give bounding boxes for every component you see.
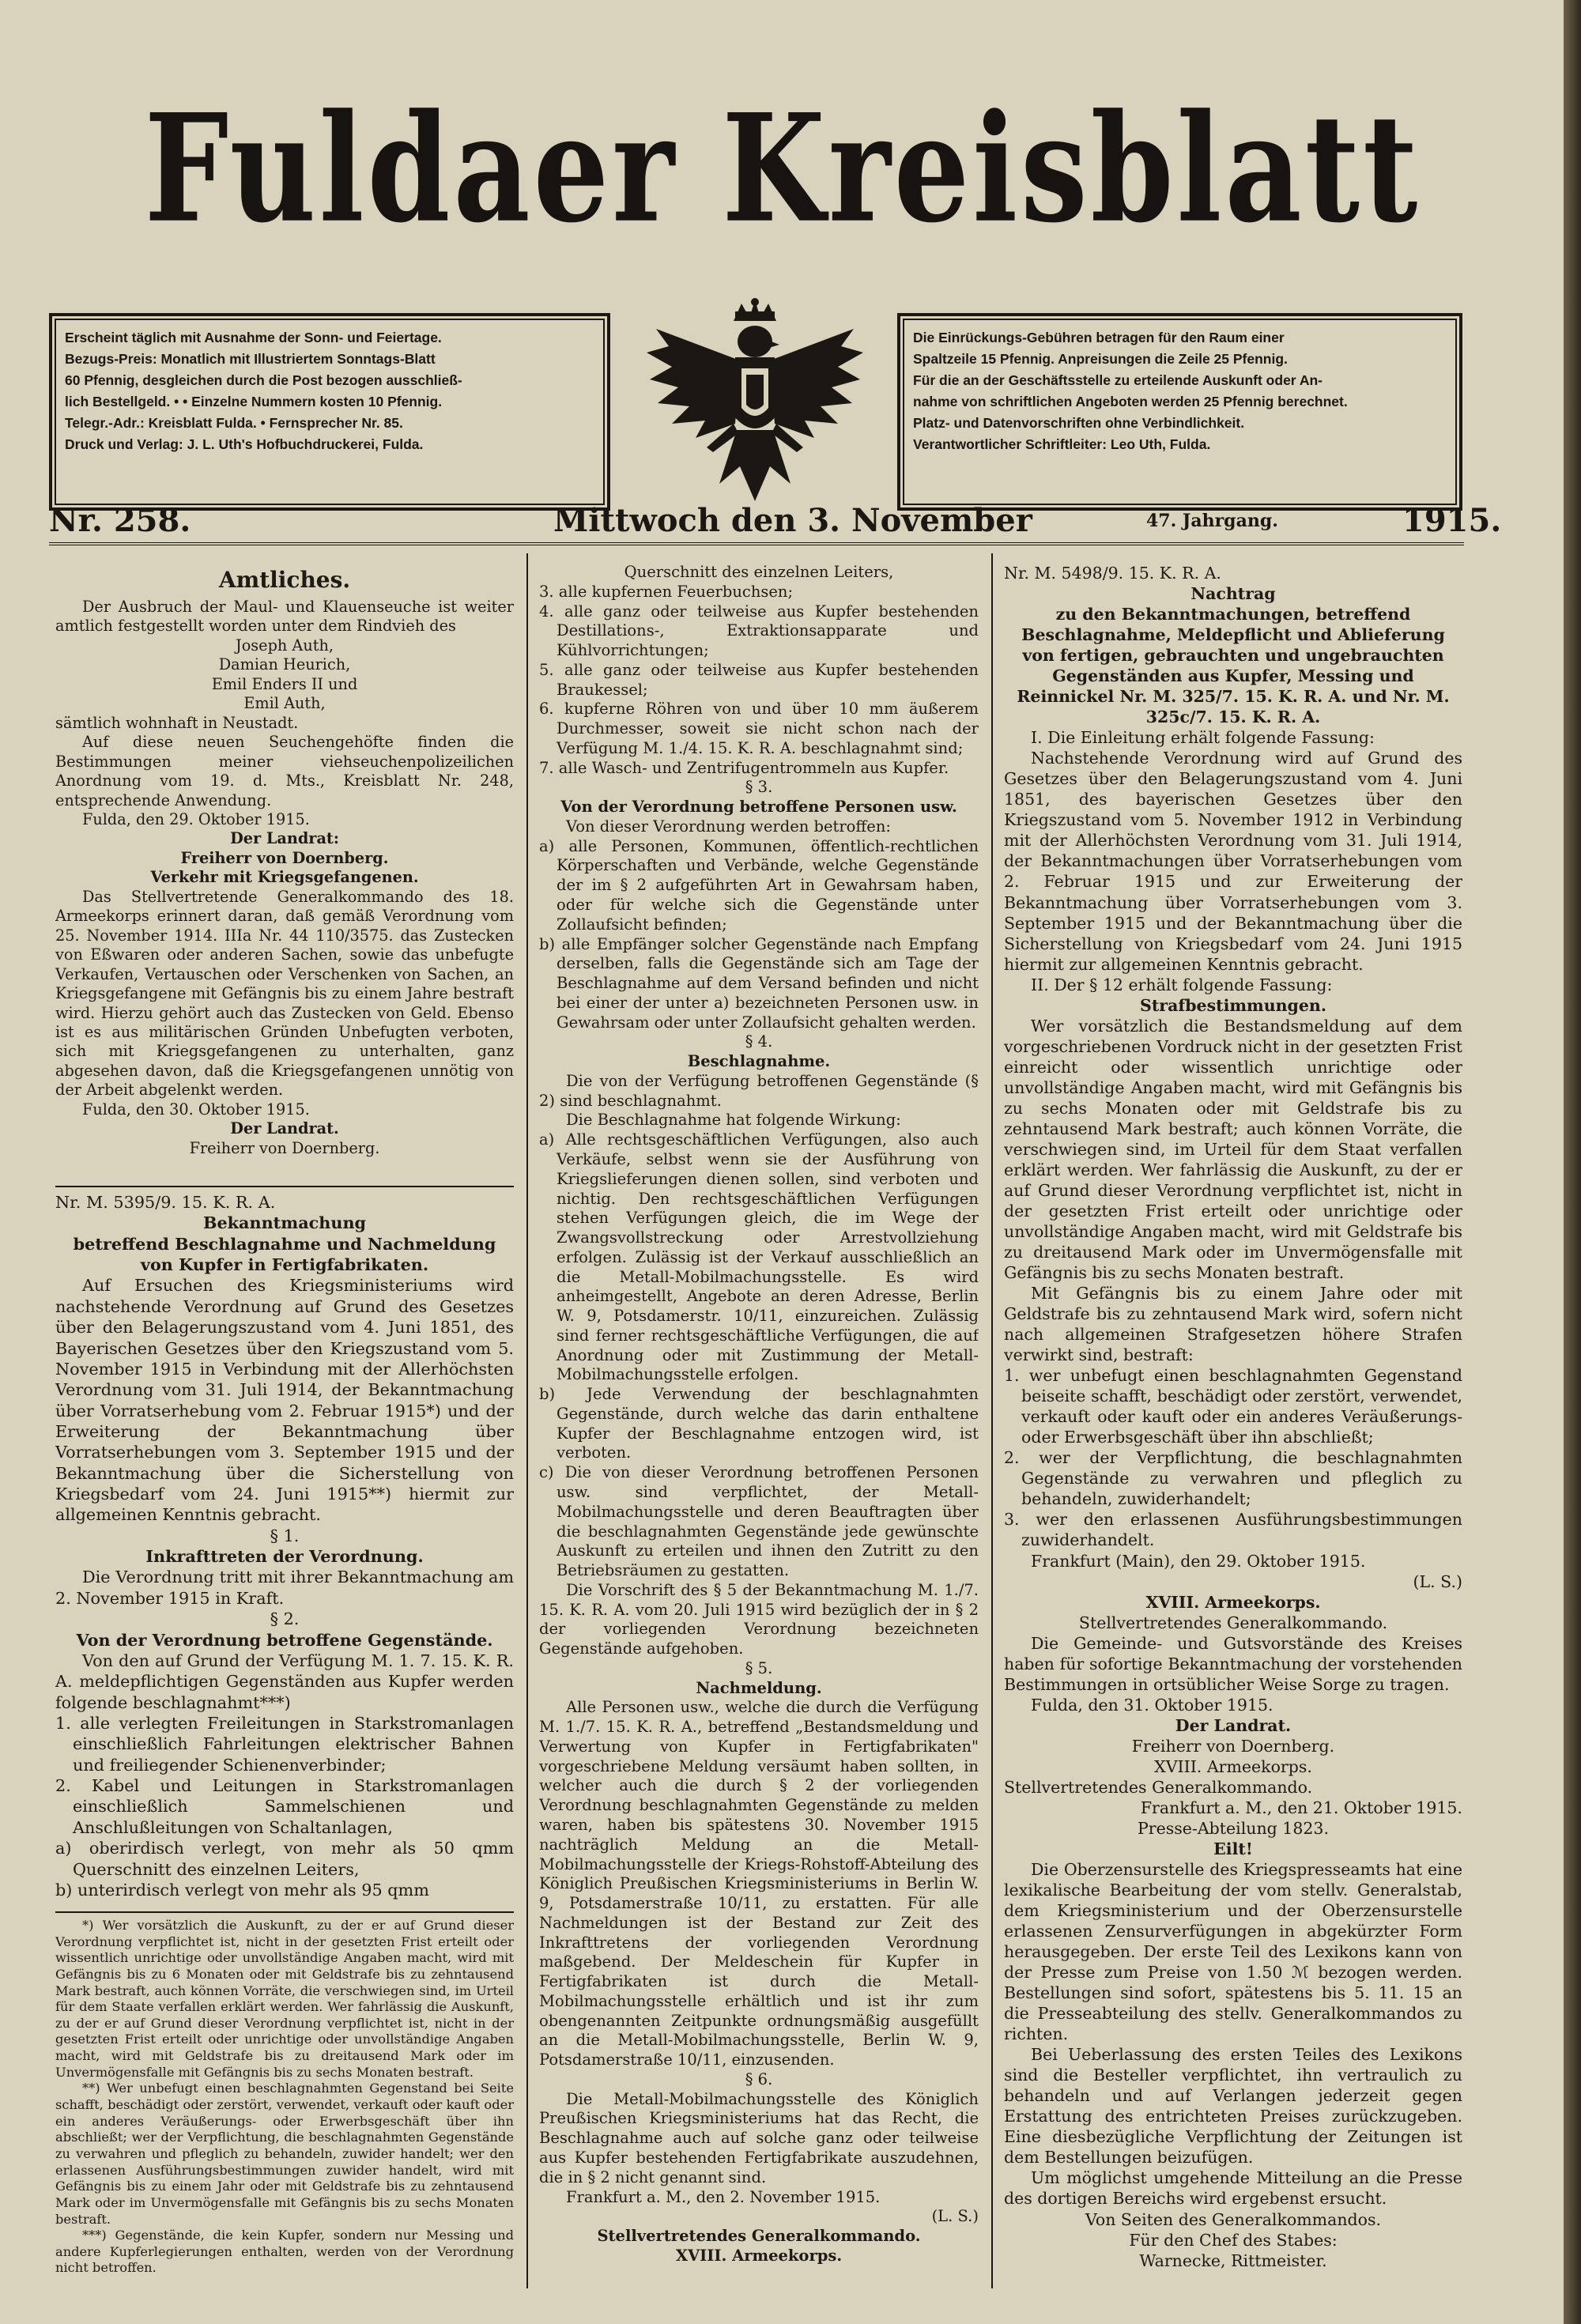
column-1-footnotes: [55, 1918, 514, 2289]
info-line: Telegr.-Adr.: Kreisblatt Fulda. • Fernsprecher Nr. 85.: [65, 415, 403, 431]
list-item: a) Alle rechtsgeschäftlichen Verfügungen, also auch Verkäufe, selbst wenn sie der Ausführung von Kriegslieferungen dienen sollen, sind verboten und nichtig. Den rechtsgeschäftlichen Verfügungen stehen Verfügungen gleich, die im Wege der Zwangsvollstreckung oder Arrestvollziehung erfolgen. Zulässig ist der Verkauf ausschließlich an die Metall-Mobilmachungsstelle. Es wird anheimgestellt, Angebote an deren Adresse, Berlin W. 9, Potsdamerstr. 10/11, einzureichen. Zulässig sind ferner rechtsgeschäftliche Verfügungen, die auf Anordnung oder mit Zustimmung der Metall-Mobilmachungsstelle erfolgen.: [539, 1130, 979, 1384]
heading: Von der Verordnung betroffene Personen usw.: [560, 798, 957, 817]
paragraph: Bei Ueberlassung des ersten Teiles des Lexikons sind die Besteller verpflichtet, ihn vertraulich zu behandeln und auf Verlangen jederzeit gegen Erstattung des entrichteten Preises zurückzugeben. Eine diesbezügliche Verpflichtung der Zeitungen ist dem Bestellungen beizufügen.: [1004, 2045, 1462, 2167]
paragraph: Frankfurt a. M., den 2. November 1915.: [566, 2187, 881, 2206]
paragraph: Der Ausbruch der Maul- und Klauenseuche ist weiter amtlich festgestellt worden unter dem Rindvieh des: [55, 598, 514, 636]
paragraph: Querschnitt des einzelnen Leiters,: [624, 563, 894, 581]
info-line: Die Einrückungs-Gebühren betragen für den Raum einer: [913, 330, 1285, 345]
list-item: 5. alle ganz oder teilweise aus Kupfer bestehenden Braukessel;: [539, 660, 979, 699]
paragraph: I. Die Einleitung erhält folgende Fassung:: [1031, 728, 1375, 748]
paragraph: Auf diese neuen Seuchengehöfte finden die Bestimmungen meiner viehseuchenpolizeilichen Anordnung vom 19. d. Mts., Kreisblatt Nr. 248, entsprechende Anwendung.: [55, 733, 514, 809]
paragraph: Die Gemeinde- und Gutsvorstände des Kreises haben für sofortige Bekanntmachung der vorstehenden Bestimmungen in ortsüblicher Weise Sorge zu tragen.: [1004, 1633, 1462, 1694]
paragraph: Von den auf Grund der Verfügung M. 1. 7. 15. K. R. A. meldepflichtigen Gegenständen aus Kupfer werden folgende beschlagnahmt***): [55, 1651, 514, 1712]
list-item: 2. Kabel und Leitungen in Starkstromanlagen einschließlich Sammelschienen und Anschlußleitungen von Schaltanlagen,: [55, 1776, 514, 1837]
paragraph: Emil Enders II und: [211, 674, 358, 693]
paragraph: ***) Gegenstände, die kein Kupfer, sondern nur Messing und andere Kupferlegierungen enthalten, werden von der Verordnung nicht betroffen.: [55, 2228, 514, 2276]
heading: XVIII. Armeekorps.: [675, 2246, 843, 2265]
info-line: Platz- und Datenvorschriften ohne Verbindlichkeit.: [913, 415, 1245, 431]
info-line: Verantwortlicher Schriftleiter: Leo Uth, Fulda.: [913, 436, 1211, 452]
paragraph: Presse-Abteilung 1823.: [1138, 1818, 1329, 1838]
paragraph: § 3.: [745, 778, 773, 797]
heading: Stellvertretendes Generalkommando.: [597, 2227, 921, 2246]
paragraph: Um möglichst umgehende Mitteilung an die Presse des dortigen Bereichs wird ergebenst ersucht.: [1004, 2168, 1462, 2209]
reference-number: Nr. M. 5395/9. 15. K. R. A.: [55, 1193, 276, 1212]
paragraph: *) Wer vorsätzlich die Auskunft, zu der er auf Grund dieser Verordnung verpflichtet ist, nicht in der gesetzten Frist erteilt oder wissentlich unrichtige oder unvollständige Angaben macht, wird mit Gefängnis bis zu 6 Monaten oder mit Geldstrafe bis zu zehntausend Mark bestraft, auch können Vorräte, die verschwiegen sind, im Urteil für dem Staate verfallen erklärt werden. Wer fahrlässig die Auskunft, zu der er auf Grund dieser Verordnung verpflichtet ist, nicht in der gesetzten Frist erteilt oder unrichtige oder unvollständige Angaben macht, wird mit Geldstrafe bis zu dreitausend Mark oder im Unvermögensfalle mit Gefängnis bis zu sechs Monaten bestraft.: [55, 1918, 514, 2080]
list-item: b) unterirdisch verlegt von mehr als 95 qmm: [55, 1880, 429, 1900]
binding-edge: [1564, 0, 1581, 2324]
section-heading: Amtliches.: [218, 567, 351, 593]
paragraph: sämtlich wohnhaft in Neustadt.: [55, 713, 299, 732]
issue-year: 1915.: [1402, 502, 1502, 539]
paragraph: Von Seiten des Generalkommandos.: [1085, 2209, 1382, 2229]
paragraph: § 2.: [270, 1609, 300, 1629]
info-line: 60 Pfennig, desgleichen durch die Post bezogen ausschließ-: [65, 372, 462, 388]
heading: XVIII. Armeekorps.: [1145, 1592, 1321, 1612]
list-item: 6. kupferne Röhren von und über 10 mm äußerem Durchmesser, soweit sie nicht schon nach der Verfügung M. 1./4. 15. K. R. A. beschlagnahmt sind;: [539, 700, 979, 757]
column-divider: [991, 553, 993, 2288]
heading: Von der Verordnung betroffene Gegenstände.: [76, 1630, 493, 1650]
paragraph: Fulda, den 31. Oktober 1915.: [1031, 1695, 1273, 1715]
paragraph: XVIII. Armeekorps.: [1154, 1756, 1312, 1776]
heading: Der Landrat.: [1175, 1715, 1292, 1735]
column-1-copper-decree: [55, 1192, 514, 1903]
paragraph: § 1.: [270, 1526, 300, 1545]
list-item: a) oberirdisch verlegt, von mehr als 50 qmm Querschnitt des einzelnen Leiters,: [55, 1839, 514, 1879]
info-line: Erscheint täglich mit Ausnahme der Sonn- und Feiertage.: [65, 330, 442, 345]
subscription-info-box: [49, 313, 610, 511]
paragraph: Wer vorsätzlich die Bestandsmeldung auf dem vorgeschriebenen Vordruck nicht in der gesetzten Frist einreicht oder wissentlich unrichtige oder unvollständige Angaben macht, wird mit Gefängnis bis zu sechs Monaten oder mit Geldstrafe bis zu zehntausend Mark bestraft; auch können Vorräte, die verschwiegen sind, im Urteil für dem Staat verfallen erklärt werden. Wer fahrlässig die Auskunft, zu der er auf Grund dieser Verordnung verpflichtet ist, nicht in der gesetzten Frist erteilt oder unrichtige oder unvollständige Angaben macht, wird mit Geldstrafe bis zu dreitausend Mark oder im Unvermögensfalle mit Gefängnis bis zu sechs Monaten bestraft.: [1004, 1016, 1462, 1283]
list-item: a) alle Personen, Kommunen, öffentlich-rechtlichen Körperschaften und Verbände, welche Gegenstände der im § 2 aufgeführten Art in Gewahrsam haben, oder für welche sich die Gegenstände unter Zollaufsicht befinden;: [539, 836, 979, 934]
paragraph: Das Stellvertretende Generalkommando des 18. Armeekorps erinnert daran, daß gemäß Verordnung vom 25. November 1914. IIIa Nr. 44 110/3575. das Zustecken von Eßwaren oder anderen Sachen, sowie das unbefugte Verkaufen, Vertauschen oder Verschenken von Sachen, an Kriegsgefangene mit Gefängnis bis zu einem Jahre bestraft wird. Hierzu gehört auch das Zustecken von Geld. Ebenso ist es aus militärischen Gründen Unbefugten verboten, sich mit Kriegsgefangenen zu unterhalten, ganz abgesehen davon, daß die Kriegsgefangenen unnötig von der Arbeit abgelenkt werden.: [55, 887, 514, 1100]
column-3-supplement: [1004, 563, 1462, 2288]
paragraph: Von dieser Verordnung werden betroffen:: [566, 817, 891, 836]
masthead-title: Fuldaer Kreisblatt: [144, 81, 1421, 256]
list-item: 7. alle Wasch- und Zentrifugentrommeln aus Kupfer.: [539, 758, 949, 777]
issue-date: Mittwoch den 3. November: [553, 502, 1032, 539]
paragraph: **) Wer unbefugt einen beschlagnahmten Gegenstand bei Seite schafft, beschädigt oder zerstört, verwendet, verkauft oder kauft oder ein anderes Veräußerungs- oder Erwerbsgeschäft über ihn abschließt; wer der Verpflichtung, die beschlagnahmten Gegenstände zu verwahren und pfleglich zu behandeln, zuwider handelt; wer den erlassenen Ausführungsbestimmungen zuwider handelt, wird mit Gefängnis bis zu einem Jahr oder mit Geldstrafe bis zu zehntausend Mark oder im Unvermögensfalle mit Gefängnis bis zu sechs Monaten bestraft.: [55, 2081, 514, 2227]
paragraph: Emil Auth,: [243, 694, 326, 713]
paragraph: Stellvertretendes Generalkommando.: [1078, 1613, 1388, 1632]
list-item: 3. wer den erlassenen Ausführungsbestimmungen zuwiderhandelt.: [1004, 1510, 1462, 1550]
list-item: 1. alle verlegten Freileitungen in Starkstromanlagen einschließlich Fahrleitungen elektrischer Bahnen und freiliegender Schienenverbinder;: [55, 1713, 514, 1775]
paragraph: II. Der § 12 erhält folgende Fassung:: [1031, 975, 1333, 994]
column-2-decree-continued: [539, 563, 979, 2288]
info-line: Spaltzeile 15 Pfennig. Anpreisungen die Zeile 25 Pfennig.: [913, 351, 1288, 367]
list-item: 4. alle ganz oder teilweise aus Kupfer bestehenden Destillations-, Extraktionsapparate und Kühlvorrichtungen;: [539, 602, 979, 660]
footnote-divider: [55, 1911, 514, 1913]
list-item: 1. wer unbefugt einen beschlagnahmten Gegenstand beiseite schafft, beschädigt oder zerstört, verwendet, verkauft oder kauft oder ein anderes Veräußerungs- oder Erwerbsgeschäft über ihn abschließt;: [1004, 1366, 1462, 1447]
paragraph: Fulda, den 29. Oktober 1915.: [82, 809, 310, 828]
info-line: Bezugs-Preis: Monatlich mit Illustriertem Sonntags-Blatt: [65, 351, 436, 367]
paragraph: Fulda, den 30. Oktober 1915.: [82, 1100, 310, 1119]
column-1-official-notices: [55, 563, 514, 1181]
paragraph: Joseph Auth,: [236, 636, 334, 655]
paragraph: Auf Ersuchen des Kriegsministeriums wird nachstehende Verordnung auf Grund des Gesetzes über den Belagerungszustand vom 4. Juni 1851, des Bayerischen Gesetzes über den Kriegszustand vom 5. November 1915 in Verbindung mit der Allerhöchsten Verordnung vom 31. Juli 1914, der Bekanntmachung über Vorratserhebung vom 2. Februar 1915*) und der Erweiterung der Bekanntmachung über Vorratserhebungen vom 3. September 1915 und der Bekanntmachung über die Sicherstellung von Kriegsbedarf vom 24. Juni 1915**) hiermit zur allgemeinen Kenntnis gebracht.: [55, 1276, 514, 1525]
paragraph: Warnecke, Rittmeister.: [1139, 2250, 1327, 2270]
heading: Nachmeldung.: [696, 1678, 822, 1697]
heading: Beschlagnahme.: [687, 1052, 831, 1071]
reference-number: Nr. M. 5498/9. 15. K. R. A.: [1004, 564, 1221, 583]
list-item: c) Die von dieser Verordnung betroffenen Personen usw. sind verpflichtet, der Metall-Mobilmachungsstelle und deren Beauftragten über die beschlagnahmten Gegenstände jede gewünschte Auskunft zu erteilen und ihnen den Zutritt zu den Betriebsräumen zu gestatten.: [539, 1463, 979, 1580]
prussian-eagle-emblem: [640, 297, 870, 519]
section-divider: [55, 1186, 514, 1187]
heading: Verkehr mit Kriegsgefangenen.: [150, 868, 419, 887]
list-item: b) alle Empfänger solcher Gegenstände nach Empfang derselben, falls die Gegenstände sich am Tage der Beschlagnahme auf dem Versand befinden und nicht bei einer der unter a) bezeichneten Personen usw. in Gewahrsam oder unter Zollaufsicht gehalten werden.: [539, 934, 979, 1032]
column-divider: [526, 553, 528, 2288]
heading: betreffend Beschlagnahme und Nachmeldung von Kupfer in Fertigfabrikaten.: [73, 1234, 496, 1275]
paragraph: (L. S.): [931, 2207, 979, 2226]
heading: Bekanntmachung: [202, 1213, 367, 1233]
paragraph: § 5.: [745, 1658, 773, 1677]
heading: Eilt!: [1213, 1839, 1253, 1858]
list-item: b) Jede Verwendung der beschlagnahmten Gegenstände, durch welche das darin enthaltene Kupfer der Beschlagnahme entzogen wird, ist verboten.: [539, 1385, 979, 1462]
paragraph: Für den Chef des Stabes:: [1129, 2230, 1338, 2250]
heading: Inkrafttreten der Verordnung.: [145, 1547, 424, 1567]
heading: Der Landrat.: [230, 1119, 339, 1138]
dateline: [49, 500, 1502, 545]
paragraph: Freiherr von Doernberg.: [1131, 1736, 1335, 1756]
heading: Der Landrat:: [230, 829, 339, 848]
paragraph: Frankfurt a. M., den 21. Oktober 1915.: [1140, 1798, 1462, 1817]
list-item: 2. wer der Verpflichtung, die beschlagnahmten Gegenstände zu verwahren und pfleglich zu behandeln, zuwiderhandelt;: [1004, 1448, 1462, 1509]
info-line: Für die an der Geschäftsstelle zu erteilende Auskunft oder An-: [913, 372, 1323, 388]
paragraph: Stellvertretendes Generalkommando.: [1004, 1777, 1313, 1797]
info-line: nahme von schriftlichen Angeboten werden 25 Pfennig berechnet.: [913, 394, 1348, 409]
issue-number: Nr. 258.: [49, 502, 191, 539]
paragraph: Mit Gefängnis bis zu einem Jahre oder mit Geldstrafe bis zu zehntausend Mark wird, sofern nicht nach allgemeinen Strafgesetzen höhere Strafen verwirkt sind, bestraft:: [1004, 1284, 1462, 1365]
paragraph: Alle Personen usw., welche die durch die Verfügung M. 1./7. 15. K. R. A., betreffend „Bestandsmeldung und Verwertung von Kupfer in Fertigfabrikaten" vorgeschriebene Meldung versäumt haben sollten, in welcher auch die durch § 2 der vorliegenden Verordnung beschlagnahmten Gegenstände zu melden waren, haben bis spätestens 30. November 1915 nachträglich Meldung an die Metall-Mobilmachungsstelle der Kriegs-Rohstoff-Abteilung des Königlich Preußischen Kriegsministeriums in Berlin W. 9, Potsdamerstraße 10/11, zu erstatten. Für alle Nachmeldungen ist der Bestand zur Zeit des Inkrafttretens der vorliegenden Verordnung maßgebend. Der Meldeschein für Kupfer in Fertigfabrikaten ist durch die Metall-Mobilmachungsstelle erhältlich und ist ihr zum obengenannten Zeitpunkte ordnungsmäßig ausgefüllt an die Metall-Mobilmachungsstelle, Berlin W. 9, Potsdamerstraße 10/11, einzusenden.: [539, 1698, 979, 2069]
heading: Strafbestimmungen.: [1140, 995, 1326, 1015]
info-line: Druck und Verlag: J. L. Uth's Hofbuchdruckerei, Fulda.: [65, 436, 424, 452]
info-line: lich Bestellgeld. • • Einzelne Nummern kosten 10 Pfennig.: [65, 394, 443, 409]
heading: zu den Bekanntmachungen, betreffend Beschlagnahme, Meldepflicht und Ablieferung von fertigen, gebrauchten und ungebrauchten Gegenständen aus Kupfer, Messing und Reinnickel Nr. M. 325/7. 15. K. R. A. und Nr. M. 325c/7. 15. K. R. A.: [1017, 605, 1450, 727]
paragraph: § 6.: [745, 2069, 773, 2088]
volume-number: 47. Jahrgang.: [1146, 511, 1278, 531]
paragraph: Nachstehende Verordnung wird auf Grund des Gesetzes über den Belagerungszustand vom 4. Juni 1851, des bayerischen Gesetzes über den Kriegszustand vom 5. November 1912 in Verbindung mit der Allerhöchsten Verordnung vom 31. Juli 1914, der Bekanntmachungen über Vorratserhebungen vom 2. Februar 1915 und zur Erweiterung der Bekanntmachung über Vorratserhebungen vom 3. September 1915 und der Bekanntmachung über die Sicherstellung von Kriegsbedarf vom 24. Juni 1915 hiermit zur allgemeinen Kenntnis gebracht.: [1004, 749, 1462, 974]
paragraph: Die von der Verfügung betroffenen Gegenstände (§ 2) sind beschlagnahmt.: [539, 1071, 979, 1110]
paragraph: Frankfurt (Main), den 29. Oktober 1915.: [1031, 1551, 1366, 1571]
list-item: 3. alle kupfernen Feuerbuchsen;: [539, 582, 794, 601]
paragraph: Die Beschlagnahme hat folgende Wirkung:: [566, 1111, 901, 1130]
paragraph: Die Verordnung tritt mit ihrer Bekanntmachung am 2. November 1915 in Kraft.: [55, 1568, 514, 1608]
paragraph: (L. S.): [1413, 1571, 1462, 1591]
paragraph: Die Metall-Mobilmachungsstelle des Königlich Preußischen Kriegsministeriums hat das Recht, die Beschlagnahme auch auf solche ganz oder teilweise aus Kupfer bestehenden Fertigfabrikate auszudehnen, die in § 2 nicht genannt sind.: [539, 2089, 979, 2186]
heading: Freiherr von Doernberg.: [180, 848, 389, 867]
paragraph: Die Oberzensurstelle des Kriegspresseamts hat eine lexikalische Bearbeitung der vom stellv. Generalstab, dem Kriegsministerium und der Oberzensurstelle erlassenen Zensurverfügungen in abgekürzter Form herausgegeben. Der erste Teil des Lexikons kann von der Presse zum Preise von 1.50 ℳ bezogen werden. Bestellungen sind sofort, spätestens bis 5. 11. 15 an die Presseabteilung des stellv. Generalkommandos zu richten.: [1004, 1859, 1462, 2044]
paragraph: Damian Heurich,: [218, 655, 351, 674]
heading: Nachtrag: [1190, 584, 1276, 604]
paragraph: Freiherr von Doernberg.: [189, 1138, 380, 1157]
advertising-rates-box: [897, 313, 1462, 511]
paragraph: Die Vorschrift des § 5 der Bekanntmachung M. 1./7. 15. K. R. A. vom 20. Juli 1915 wird bezüglich der in § 2 der vorliegenden Verordnung bezeichneten Gegenstände aufgehoben.: [539, 1580, 979, 1658]
paragraph: § 4.: [745, 1032, 773, 1051]
